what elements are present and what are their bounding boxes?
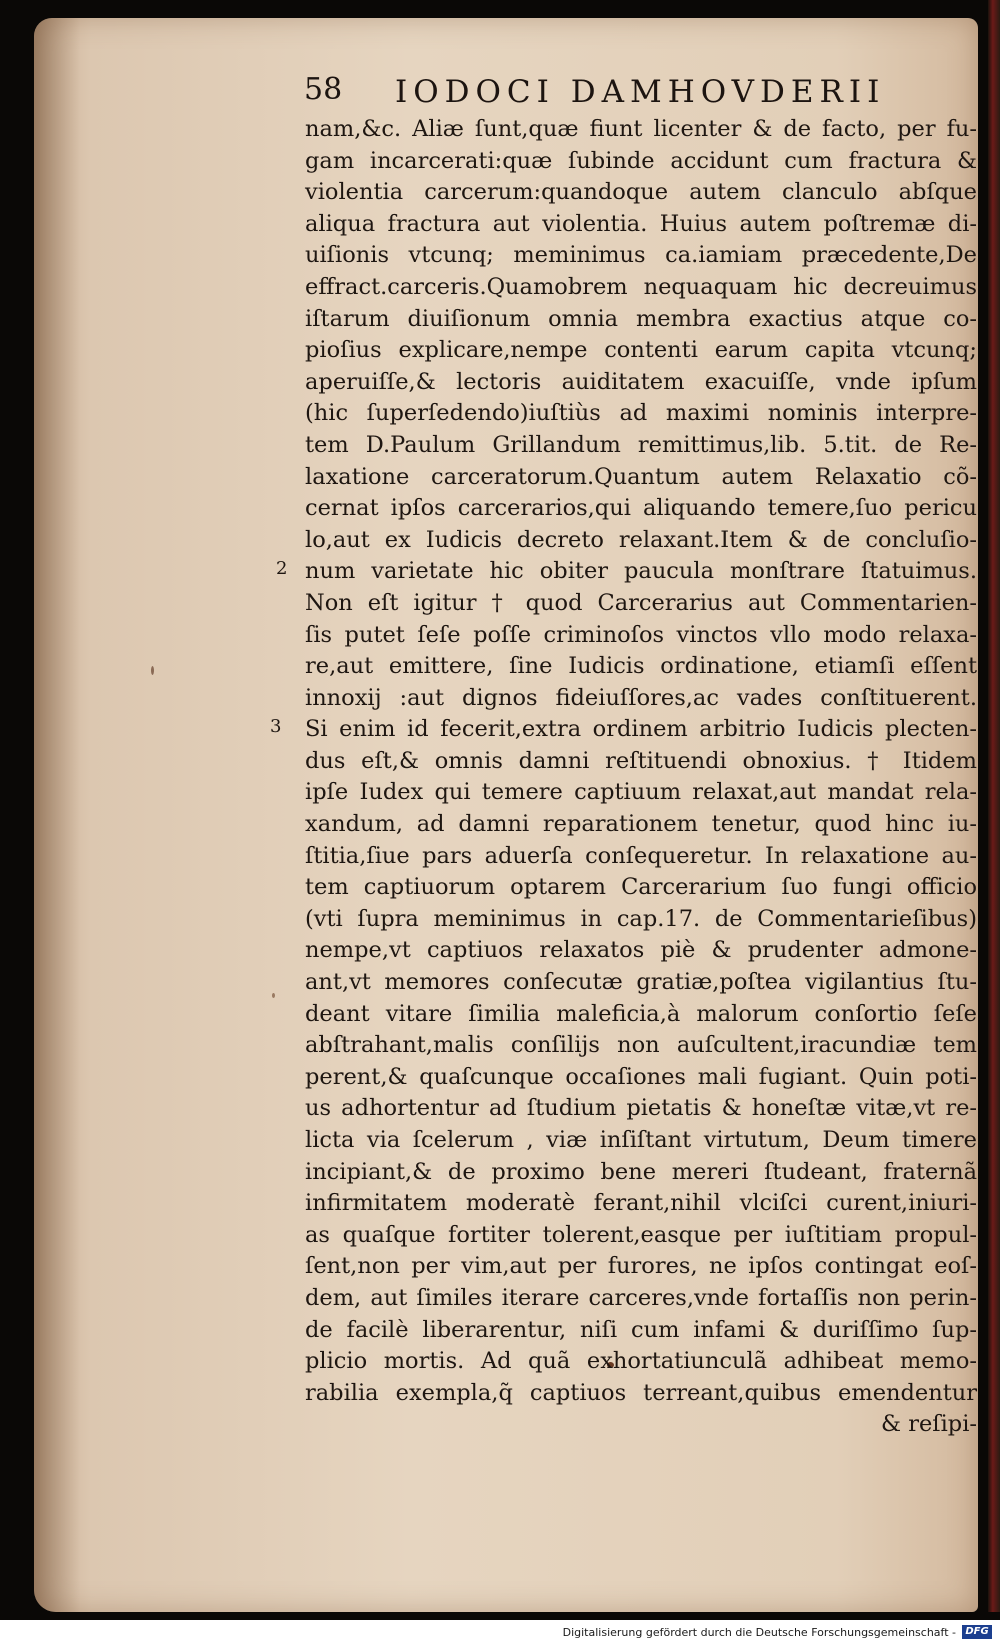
text-line: ant,vt memores conſecutæ gratiæ,poſtea vigilantius ſtu- <box>305 969 977 996</box>
funding-notice: Digitalisierung gefördert durch die Deutsche Forschungsgemeinschaft - <box>562 1626 956 1639</box>
text-line: plicio mortis. Ad quã exhortatiunculã adhibeat memo- <box>305 1348 977 1375</box>
text-line: effract.carceris.Quamobrem nequaquam hic decreuimus <box>305 273 977 300</box>
text-line: abſtrahant,malis conſilijs non auſcultent,iracundiæ tem <box>305 1032 977 1059</box>
margin-note-2: 2 <box>276 558 288 579</box>
text-line: gam incarcerati:quæ ſubinde accidunt cum fractura & <box>305 147 977 174</box>
page-number: 58 <box>304 72 343 107</box>
margin-note-3: 3 <box>270 716 282 737</box>
text-line: ipſe Iudex qui temere captiuum relaxat,aut mandat rela- <box>305 779 977 806</box>
digitization-footer <box>0 1620 1000 1648</box>
text-line: Non eſt igitur † quod Carcerarius aut Commentarien- <box>305 589 977 616</box>
text-line: nam,&c. Aliæ ſunt,quæ fiunt licenter & de facto, per fu- <box>305 116 977 142</box>
text-line: pioſius explicare,nempe contenti earum capita vtcunq; <box>305 337 977 364</box>
text-line: de facilè liberarentur, niſi cum infami & duriſſimo ſup- <box>305 1316 977 1343</box>
text-line: us adhortentur ad ſtudium pietatis & honeſtæ vitæ,vt re- <box>305 1095 977 1122</box>
text-line: num varietate hic obiter paucula monſtrare ſtatuimus. <box>305 558 977 585</box>
book-edge <box>988 0 1000 1612</box>
text-line: lo,aut ex Iudicis decreto relaxant.Item & de concluſio- <box>305 526 977 553</box>
text-line: xandum, ad damni reparationem tenetur, quod hinc iu- <box>305 811 977 838</box>
text-line: (hic ſuperſedendo)iuſtiùs ad maximi nominis interpre- <box>305 400 977 427</box>
text-line: laxatione carceratorum.Quantum autem Relaxatio cõ- <box>305 463 977 490</box>
text-line: iſtarum diuiſionum omnia membra exactius atque co- <box>305 305 977 332</box>
text-line: licta via ſcelerum , viæ inſiſtant virtutum, Deum timere <box>305 1127 977 1153</box>
text-line: rabilia exempla,q̃ captiuos terreant,quibus emendentur <box>305 1379 977 1406</box>
running-head: IODOCI DAMHOVDERII <box>395 74 886 110</box>
text-line: deant vitare ſimilia maleficia,à malorum conſortio ſeſe <box>305 1000 977 1027</box>
catchword: & reſipi- <box>881 1411 977 1438</box>
text-line: violentia carcerum:quandoque autem clanculo abſque <box>305 179 977 206</box>
text-line: tem captiuorum optarem Carcerarium ſuo fungi officio <box>305 874 977 901</box>
text-line: Si enim id fecerit,extra ordinem arbitrio Iudicis plecten- <box>305 716 977 743</box>
text-line: re,aut emittere, ſine Iudicis ordinatione, etiamſi eſſent <box>305 653 977 680</box>
text-line: nempe,vt captiuos relaxatos piè & prudenter admone- <box>305 937 977 964</box>
text-line: (vti ſupra meminimus in cap.17. de Commentarieſibus) <box>305 905 977 932</box>
text-line: aliqua fractura aut violentia. Huius autem poſtremæ di- <box>305 210 977 237</box>
text-line: dem, aut ſimiles iterare carceres,vnde fortaſſis non perin- <box>305 1284 977 1311</box>
text-line: infirmitatem moderatè ferant,nihil vlciſci curent,iniuri- <box>305 1190 977 1217</box>
text-line: innoxij :aut dignos fideiuſſores,ac vades conſtituerent. <box>305 684 977 711</box>
text-line: ſis putet ſeſe poſſe criminoſos vinctos vllo modo relaxa- <box>305 621 977 648</box>
text-line: cernat ipſos carcerarios,qui aliquando temere,ſuo pericu <box>305 495 977 522</box>
text-line: ſent,non per vim,aut per furores, ne ipſos contingat eoſ- <box>305 1253 977 1280</box>
text-line: uiſionis vtcunq; meminimus ca.iamiam præcedente,De <box>305 242 977 269</box>
text-line: aperuiſſe,& lectoris auiditatem exacuiſſe, vnde ipſum <box>305 368 977 395</box>
dfg-logo: DFG <box>962 1625 992 1639</box>
text-line: tem D.Paulum Grillandum remittimus,lib. 5.tit. de Re- <box>305 431 977 458</box>
text-line: ſtitia,ſiue pars aduerſa conſequeretur. In relaxatione au- <box>305 842 977 869</box>
text-line: dus eſt,& omnis damni reſtituendi obnoxius. † Itidem <box>305 747 977 774</box>
text-line: incipiant,& de proximo bene mereri ſtudeant, fraternã <box>305 1158 977 1185</box>
text-line: perent,& quaſcunque occaſiones mali fugiant. Quin poti- <box>305 1063 977 1090</box>
ink-spot <box>151 666 154 675</box>
body-text <box>305 114 977 1441</box>
page-gutter-shadow <box>34 18 80 1612</box>
ink-spot <box>272 993 275 998</box>
text-line: as quaſque fortiter tolerent,easque per iuſtitiam propul- <box>305 1221 977 1248</box>
